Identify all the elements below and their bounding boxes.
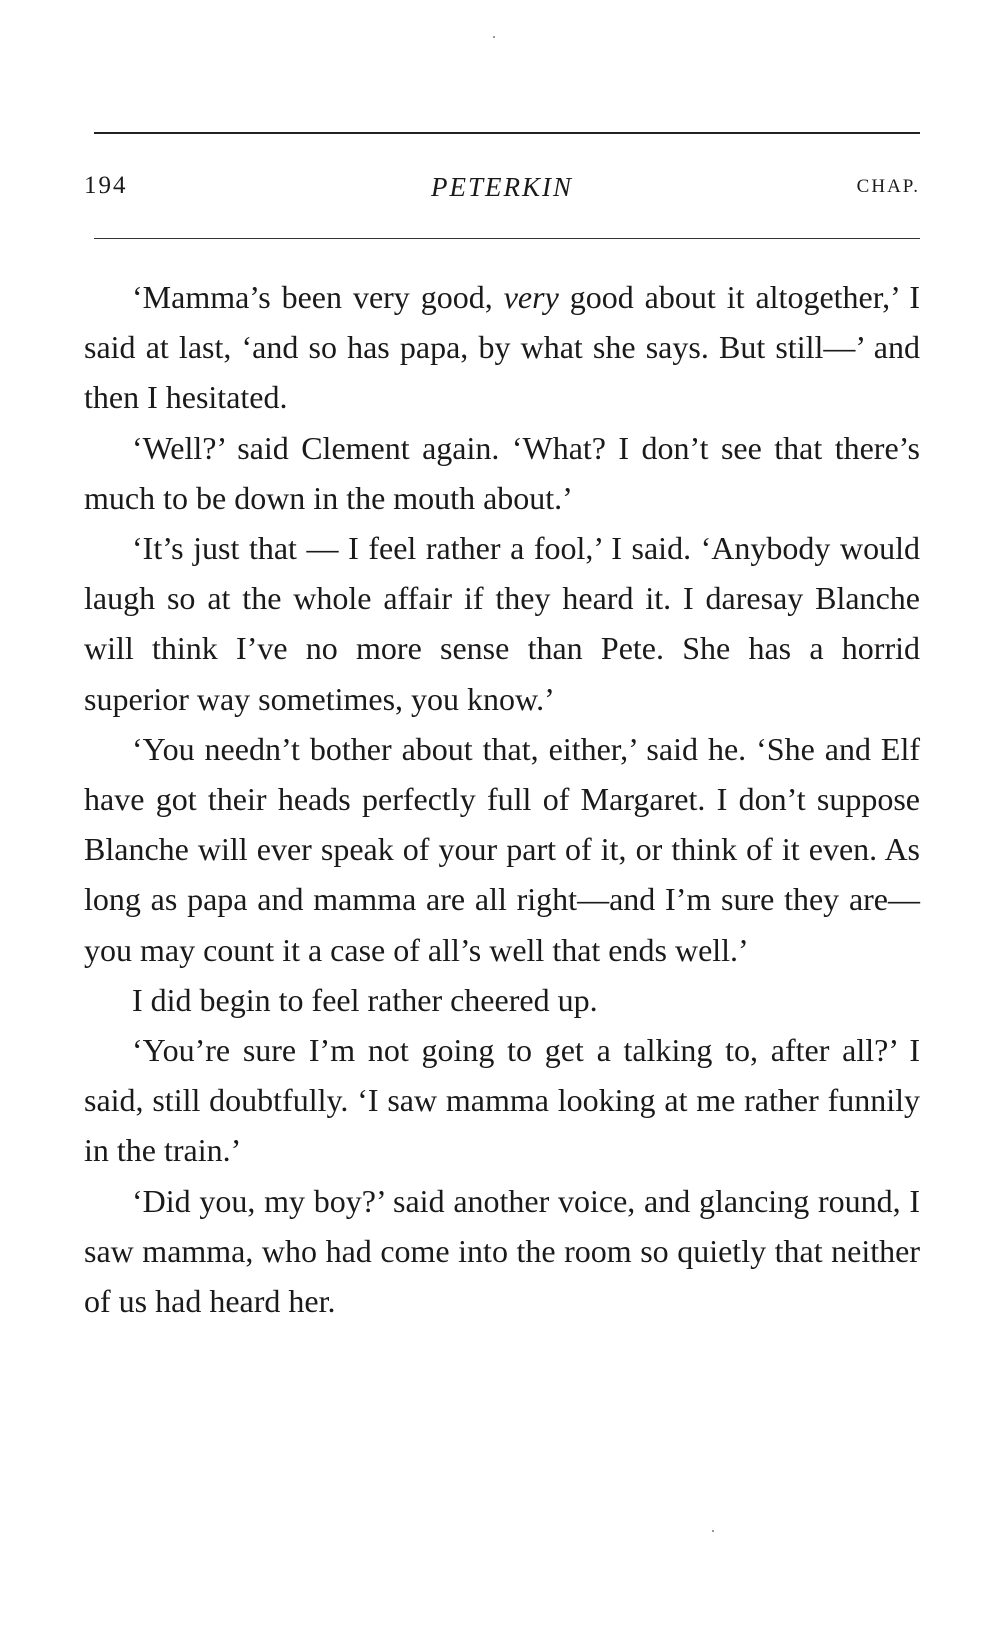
paragraph-text: ‘Mamma’s been very good, bbox=[132, 279, 504, 315]
body-text bbox=[84, 272, 920, 1326]
paragraph: ‘You’re sure I’m not going to get a talking to, after all?’ I said, still doubtfully. ‘I saw mamma looking at me rather funnily in the train.’ bbox=[84, 1032, 920, 1169]
paper-speck bbox=[712, 1530, 714, 1532]
chapter-label: CHAP. bbox=[856, 176, 920, 197]
running-head bbox=[84, 172, 920, 212]
paragraph: ‘You needn’t bother about that, either,’ said he. ‘She and Elf have got their heads perfectly full of Margaret. I don’t suppose Blanche will ever speak of your part of it, or think of it even. As long as papa and mamma are all right—and I’m sure they are—you may count it a case of all’s well that ends well.’ bbox=[84, 730, 920, 968]
paragraph-text: good about it altogether,’ I said at last, ‘and so has papa, by what she says. But still—’ and then I hesitated. bbox=[84, 279, 921, 416]
paragraph: ‘Well?’ said Clement again. ‘What? I don’t see that there’s much to be down in the mouth about.’ bbox=[84, 429, 920, 516]
paragraph: ‘It’s just that — I feel rather a fool,’ I said. ‘Anybody would laugh so at the whole affair if they heard it. I daresay Blanche will think I’ve no more sense than Pete. She has a horrid superior way sometimes, you know.’ bbox=[84, 530, 920, 717]
page-number: 194 bbox=[84, 172, 128, 199]
running-title: PETERKIN bbox=[431, 172, 573, 202]
header-bottom-rule bbox=[94, 238, 920, 239]
header-top-rule bbox=[94, 132, 920, 134]
emphasized-word: very bbox=[503, 279, 559, 315]
paragraph: ‘Did you, my boy?’ said another voice, and glancing round, I saw mamma, who had come into the room so quietly that neither of us had heard her. bbox=[84, 1182, 920, 1320]
paragraph: I did begin to feel rather cheered up. bbox=[132, 981, 598, 1018]
paper-speck bbox=[493, 36, 495, 38]
paragraph bbox=[84, 272, 920, 423]
